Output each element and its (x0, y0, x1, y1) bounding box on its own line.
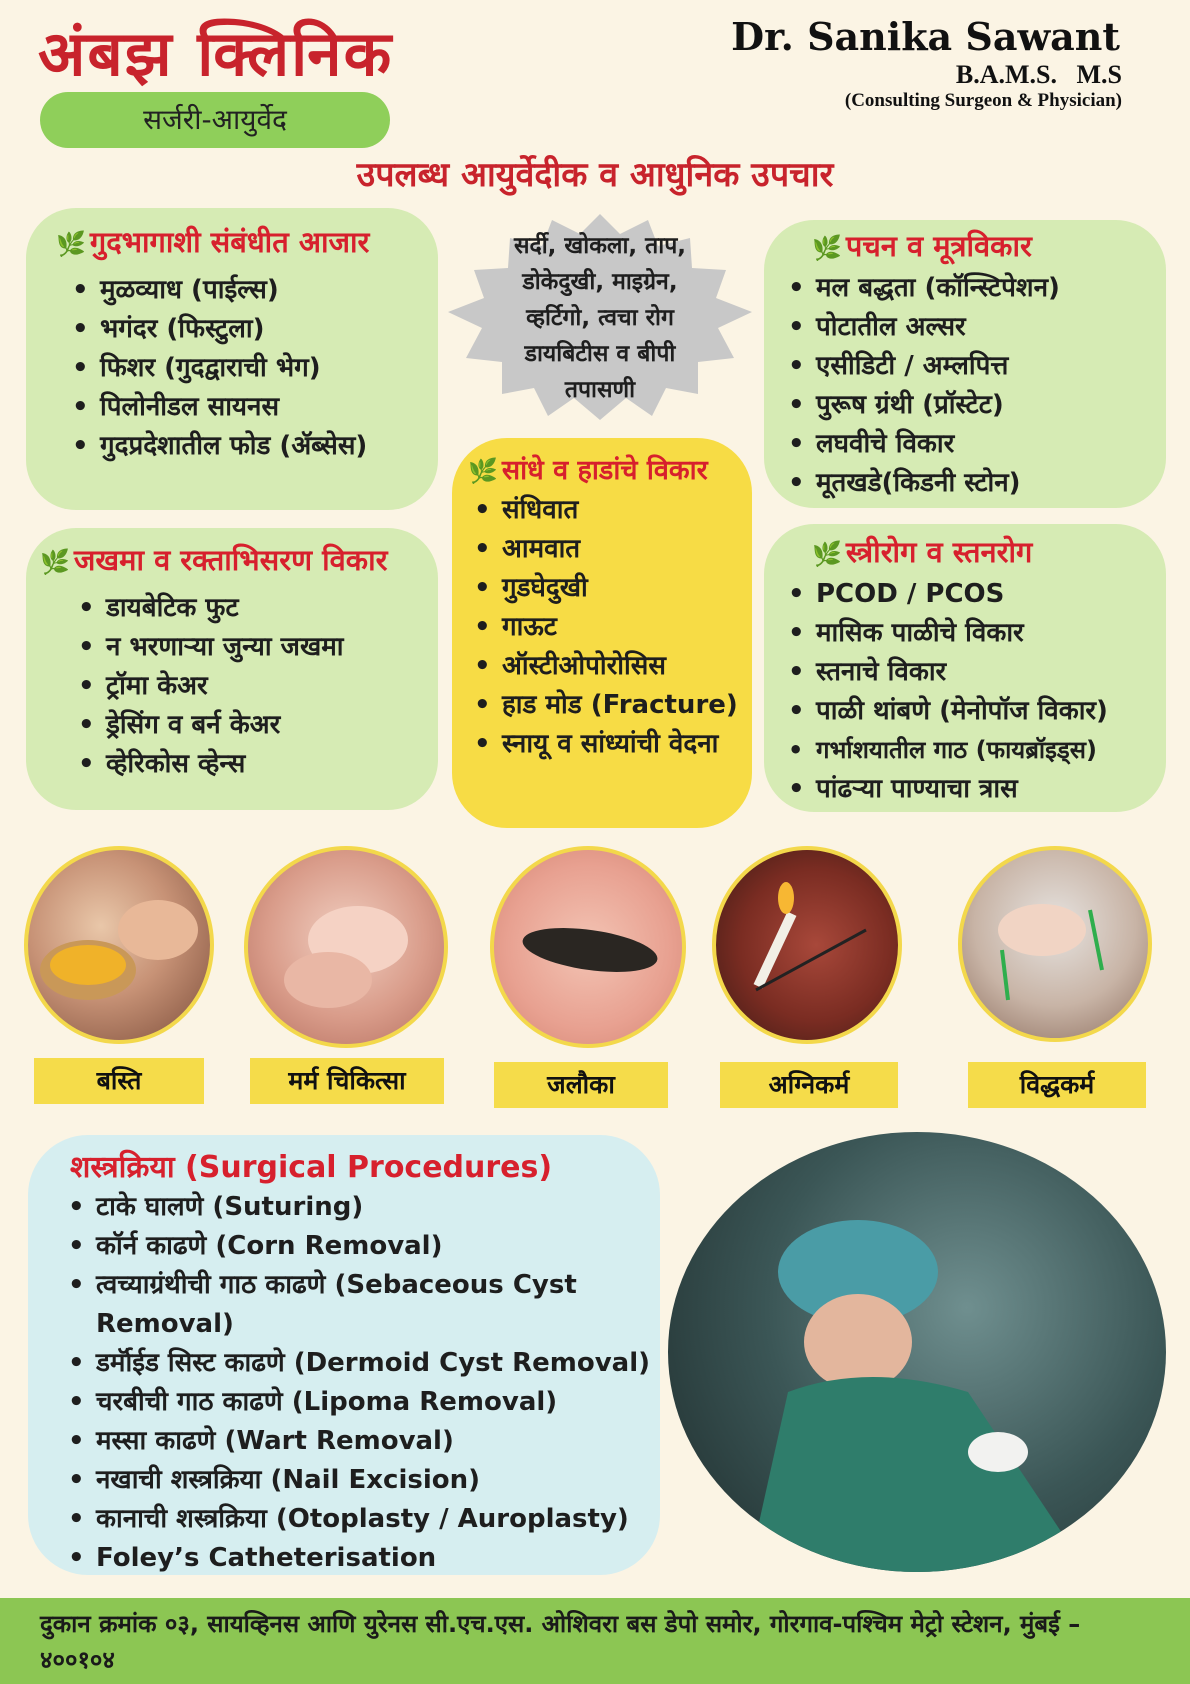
list-item: • गुडघेदुखी (468, 569, 738, 608)
list-item: • त्वच्याग्रंथीची गाठ काढणे (Sebaceous Cyst Removal) (62, 1266, 652, 1344)
basti-photo (24, 846, 214, 1044)
list-item: • PCOD / PCOS (782, 575, 1172, 614)
item-list (468, 491, 738, 764)
list-item: • पोटातील अल्सर (782, 308, 1166, 347)
list-item: • ऑस्टीओपोरोसिस (468, 647, 738, 686)
list-item: • मस्सा काढणे (Wart Removal) (62, 1422, 652, 1461)
clinic-name: अंबझ क्लिनिक (38, 17, 394, 90)
list-item: • मुळव्याध (पाईल्स) (66, 271, 438, 310)
list-item: • व्हेरिकोस व्हेन्स (72, 745, 438, 784)
list-item: • पिलोनीडल सायनस (66, 388, 438, 427)
leaf-icon: 🌿 (40, 548, 70, 576)
list-item: • लघवीचे विकार (782, 425, 1166, 464)
list-item: • मल बद्धता (कॉन्स्टिपेशन) (782, 269, 1166, 308)
list-item: • भगंदर (फिस्टुला) (66, 310, 438, 349)
clinic-tagline: सर्जरी-आयुर्वेद (40, 92, 390, 148)
leaf-icon: 🌿 (812, 234, 842, 262)
leaf-icon: 🌿 (468, 457, 498, 485)
therapy-label-leech: जलौका (494, 1062, 668, 1108)
list-item: • आमवात (468, 530, 738, 569)
list-item: • डर्मॉईड सिस्ट काढणे (Dermoid Cyst Removal) (62, 1344, 652, 1383)
hands-icon (248, 850, 444, 1044)
section-title: जखमा व रक्ताभिसरण विकार (73, 543, 388, 577)
page-title: उपलब्ध आयुर्वेदीक व आधुनिक उपचार (356, 155, 834, 195)
section-anorectal (26, 208, 438, 510)
doctor-degrees: B.A.M.S. M.S (955, 60, 1122, 89)
section-title: गुदभागाशी संबंधीत आजार (89, 225, 370, 259)
list-item: • संधिवात (468, 491, 738, 530)
list-item: • स्तनाचे विकार (782, 653, 1172, 692)
viddhakarma-photo (958, 846, 1152, 1042)
section-surgery (28, 1135, 660, 1575)
list-item: • एसीडिटी / अम्लपित्त (782, 347, 1166, 386)
list-item: • ड्रेसिंग व बर्न केअर (72, 706, 438, 745)
section-title: शस्त्रक्रिया (Surgical Procedures) (70, 1150, 553, 1185)
section-title: पचन व मूत्रविकार (845, 229, 1032, 263)
list-item: • टाके घालणे (Suturing) (62, 1188, 652, 1227)
list-item: • गुदप्रदेशातील फोड (ॲब्सेस) (66, 427, 438, 466)
list-item: • गाऊट (468, 608, 738, 647)
doctor-role: (Consulting Surgeon & Physician) (844, 90, 1122, 111)
section-gynecology (764, 524, 1166, 812)
leaf-icon: 🌿 (812, 540, 842, 568)
list-item: • स्नायू व सांध्यांची वेदना (468, 725, 738, 764)
agnikarma-photo (712, 846, 902, 1044)
leech-photo (490, 846, 686, 1048)
leech-icon (494, 850, 682, 1044)
item-list (782, 575, 1172, 809)
list-item: • Foley’s Catheterisation (62, 1539, 652, 1578)
surgeon-photo (668, 1132, 1166, 1572)
list-item: • चरबीची गाठ काढणे (Lipoma Removal) (62, 1383, 652, 1422)
section-wounds (26, 528, 438, 810)
list-item: • कानाची शस्त्रक्रिया (Otoplasty / Auroplasty) (62, 1500, 652, 1539)
therapy-label-agnikarma: अग्निकर्म (720, 1062, 898, 1108)
list-item: • न भरणाऱ्या जुन्या जखमा (72, 628, 438, 667)
item-list (72, 589, 438, 784)
surgeon-illustration (668, 1132, 1166, 1572)
item-list (782, 269, 1166, 503)
list-item: • पाळी थांबणे (मेनोपॉज विकार) (782, 692, 1172, 731)
list-item: • पुरूष ग्रंथी (प्रॉस्टेट) (782, 386, 1166, 425)
general-services-text: सर्दी, खोकला, ताप, डोकेदुखी, माइग्रेन, व्हर्टिगो, त्वचा रोग डायबिटीस व बीपी तपासणी (513, 233, 687, 403)
marma-photo (244, 846, 448, 1048)
therapy-label-viddhakarma: विद्धकर्म (968, 1062, 1146, 1108)
therapy-label-marma: मर्म चिकित्सा (250, 1058, 444, 1104)
therapy-label-basti: बस्ति (34, 1058, 204, 1104)
doctor-name: Dr. Sanika Sawant (731, 14, 1120, 59)
section-title: स्त्रीरोग व स्तनरोग (845, 535, 1033, 569)
list-item: • गर्भाशयातील गाठ (फायब्रॉइड्स) (782, 731, 1172, 770)
item-list (62, 1188, 652, 1578)
list-item: • डायबेटिक फुट (72, 589, 438, 628)
list-item: • पांढऱ्या पाण्याचा त्रास (782, 770, 1172, 809)
list-item: • हाड मोड (Fracture) (468, 686, 738, 725)
section-digestive (764, 220, 1166, 508)
list-item: • मूतखडे(किडनी स्टोन) (782, 464, 1166, 503)
section-joints (452, 438, 752, 828)
address-text: दुकान क्रमांक ०३, सायव्हिनस आणि युरेनस सी.एच.एस. ओशिवरा बस डेपो समोर, गोरगाव-पश्चिम मेट्रो स्टेशन, मुंबई – ४००१०४ (40, 1610, 1081, 1674)
list-item: • ट्रॉमा केअर (72, 667, 438, 706)
oil-bowl-icon (28, 850, 210, 1040)
needle-icon (962, 850, 1148, 1038)
list-item: • नखाची शस्त्रक्रिया (Nail Excision) (62, 1461, 652, 1500)
list-item: • फिशर (गुदद्वाराची भेग) (66, 349, 438, 388)
section-title: सांधे व हाडांचे विकार (501, 455, 708, 486)
leaf-icon: 🌿 (56, 230, 86, 258)
list-item: • मासिक पाळीचे विकार (782, 614, 1172, 653)
list-item: • कॉर्न काढणे (Corn Removal) (62, 1227, 652, 1266)
flame-icon (716, 850, 898, 1040)
item-list (66, 271, 438, 466)
